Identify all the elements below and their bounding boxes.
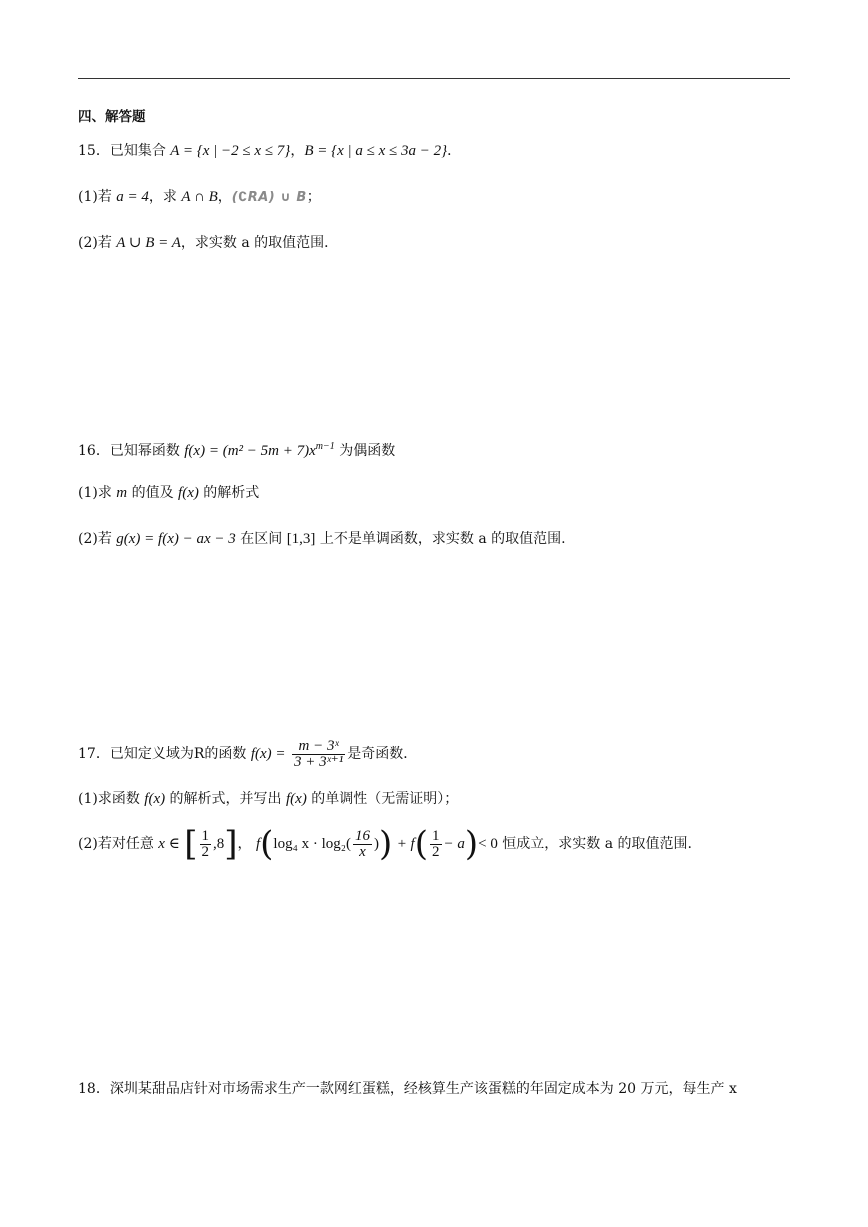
p17-q2-plus: + f (396, 836, 415, 852)
p16-q2-func: g(x) = f(x) − ax − 3 (116, 531, 236, 547)
p17-q2-suffix: 恒成立，求实数 a 的取值范围. (497, 836, 693, 852)
p16-q1-var: m (116, 485, 128, 501)
p15-q1-sep: ， (217, 189, 232, 205)
problem-18-stem: 18．深圳某甜品店针对市场需求生产一款网红蛋糕，经核算生产该蛋糕的年固定成本为 20 万元，每生产 x (78, 1081, 737, 1097)
p17-right-bracket: ] (224, 824, 238, 864)
p17-q1-mid: 的解析式，并写出 (165, 791, 287, 807)
problem-16-q1 (78, 482, 259, 504)
problem-15-q1 (78, 186, 321, 209)
p17-q2-prefix: (2)若对任意 (78, 836, 159, 852)
p17-q1-prefix: (1)求函数 (78, 791, 145, 807)
p17-q2-frac2 (353, 829, 372, 860)
p17-frac-num: m − 3ˣ (292, 739, 345, 755)
p15-q1-prefix: (1)若 (78, 189, 117, 205)
p17-q2-frac2-num: 16 (354, 827, 370, 844)
p17-fraction (292, 739, 345, 770)
p15-end: ． (447, 143, 462, 159)
problem-17-stem (78, 736, 417, 772)
p15-set-b: B = {x | a ≤ x ≤ 3a − 2} (304, 143, 448, 159)
problem-17-q2 (78, 826, 692, 862)
p16-suffix: 为偶函数 (334, 443, 396, 459)
p17-q1-func: f(x) (144, 791, 166, 807)
p17-q2-frac-den: 2 (201, 843, 210, 860)
section-title: 四、解答题 (78, 109, 146, 125)
p17-q2-ineq: < 0 (478, 836, 498, 852)
p16-q2-interval: [1,3] (286, 531, 316, 547)
p17-func-lhs: f(x) = (250, 746, 286, 762)
p17-q2-frac-num: 1 (201, 827, 210, 844)
problem-16-stem (78, 436, 395, 462)
p17-q2-frac3-den: 2 (432, 843, 440, 860)
p17-q2-log-end: ) (373, 836, 379, 852)
p15-sep: ， (290, 143, 305, 159)
p17-paren-close-2: ) (464, 824, 479, 864)
p16-q1-mid: 的值及 (127, 485, 179, 501)
p16-func-exp: m−1 (315, 441, 335, 452)
p15-q1-mid: ，求 (148, 189, 182, 205)
p17-q2-frac (200, 829, 212, 860)
p16-q1-suffix: 的解析式 (198, 485, 260, 501)
p15-prefix: 15．已知集合 (78, 143, 171, 159)
p16-func: f(x) = (m² − 5m + 7) (184, 443, 310, 459)
problem-15-q2 (78, 232, 338, 254)
p16-q1-prefix: (1)求 (78, 485, 117, 501)
p15-q2-prefix: (2)若 (78, 235, 117, 251)
p17-q1-func2: f(x) (286, 791, 307, 807)
p15-q1-expr: A ∩ B (181, 189, 218, 205)
p17-q2-f1: f (255, 836, 261, 852)
p17-q2-domain-rhs: ,8 (213, 836, 225, 852)
p17-q2-minus: − a (443, 836, 465, 852)
header-rule (78, 78, 790, 79)
p17-q2-log: log₄ x · log₂( (273, 836, 351, 852)
p17-q2-frac3 (430, 829, 442, 860)
problem-17-q1 (78, 788, 458, 810)
p17-paren-open-2: ( (414, 824, 428, 864)
p17-q1-suffix: 的单调性（无需证明）； (306, 791, 459, 807)
p16-q2-prefix: (2)若 (78, 531, 117, 547)
p15-q2-suffix: ，求实数 a 的取值范围． (180, 235, 339, 251)
problem-15-stem (78, 140, 461, 162)
p16-q2-mid: 在区间 (235, 531, 287, 547)
p17-left-bracket: [ (184, 824, 198, 864)
p15-q1-cond: a = 4 (116, 189, 149, 205)
p16-q1-func: f(x) (178, 485, 199, 501)
p17-suffix: 是奇函数． (347, 746, 418, 762)
p17-frac-den: 3 + 3ˣ⁺¹ (293, 753, 344, 770)
p15-q2-cond: A ∪ B = A (116, 235, 181, 251)
p17-q2-domain-lhs: x ∈ (158, 836, 180, 852)
p16-prefix: 16．已知幂函数 (78, 443, 185, 459)
p17-paren-close-1: ) (378, 824, 393, 864)
p16-q2-suffix: 上不是单调函数，求实数 a 的取值范围. (315, 531, 566, 547)
p15-q1-end: ； (306, 189, 321, 205)
problem-16-q2 (78, 528, 566, 550)
p17-q2-frac2-den: x (359, 843, 366, 860)
p15-complement-formula: (∁RA) ∪ B (231, 190, 307, 205)
p15-set-a: A = {x | −2 ≤ x ≤ 7} (170, 143, 291, 159)
p17-q2-sep: ， (237, 836, 252, 852)
p16-func-x: x (309, 443, 316, 459)
p17-q2-frac3-num: 1 (432, 827, 440, 844)
p17-paren-open-1: ( (260, 824, 274, 864)
p17-prefix: 17．已知定义域为R的函数 (78, 746, 251, 762)
